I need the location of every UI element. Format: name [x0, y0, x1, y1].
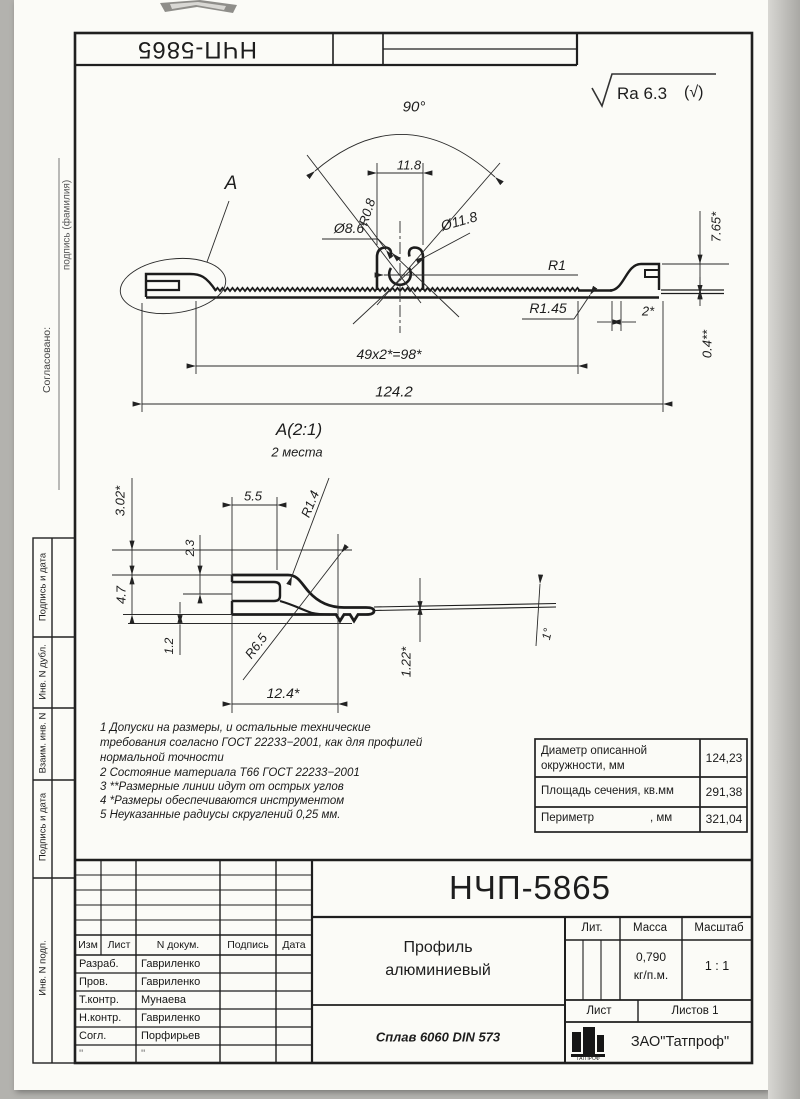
dim-7-65: 7.65*: [708, 211, 724, 243]
dim-5-5: 5.5: [243, 488, 263, 504]
sheet-frame: [75, 33, 752, 1063]
sign-row-role: Пров.: [79, 976, 109, 988]
dim-r0-8: R0.8: [355, 196, 379, 228]
sign-row-name: Порфирьев: [141, 1030, 201, 1042]
dim-1-2: 1.2: [162, 637, 176, 655]
lit-label: Лит.: [581, 922, 603, 934]
table-row-value: 291,38: [705, 785, 743, 799]
note-line: 3 **Размерные линии идут от острых углов: [100, 781, 344, 793]
detail-view-places: 2 места: [271, 444, 323, 460]
sign-row-role: Разраб.: [79, 958, 119, 970]
staple-artifact: [160, 0, 237, 13]
sign-row-name: Мунаева: [141, 994, 186, 1006]
dim-angle-90: 90°: [402, 98, 426, 116]
main-view-profile: [146, 248, 724, 298]
header-col-ndoc: N докум.: [156, 939, 200, 951]
header-col-podpis: Подпись: [227, 939, 269, 951]
note-line: 2 Состояние материала Т66 ГОСТ 22233−2001: [100, 767, 360, 779]
part-name-line2: алюминиевый: [385, 962, 491, 979]
dim-1deg: 1°: [538, 626, 556, 642]
company-name: ЗАО"Татпроф": [630, 1034, 730, 1050]
top-strip-doc-number: НЧП-5865: [137, 36, 257, 63]
detail-callout-label: A: [224, 173, 238, 194]
dim-r1-45: R1.45: [529, 300, 567, 316]
sign-row-role: '': [79, 1048, 84, 1060]
side-box-label: Инв. N дубл.: [37, 644, 49, 700]
dim-12-4: 12.4*: [266, 685, 300, 701]
dim-2: 2*: [641, 303, 655, 319]
part-name-line1: Профиль: [403, 939, 473, 956]
note-line: нормальной точности: [100, 752, 224, 764]
roughness-value: Ra 6.3: [617, 84, 668, 103]
dim-dia-11-8: Ø11.8: [438, 208, 480, 234]
table-row-value: 124,23: [705, 751, 743, 765]
header-col-list: Лист: [107, 939, 131, 951]
table-row-value: 321,04: [705, 812, 743, 826]
table-row-unit: , мм: [650, 812, 673, 824]
scale-label: Масштаб: [694, 922, 744, 934]
mass-unit: кг/п.м.: [633, 968, 669, 982]
dim-dia-8-6: Ø8.6: [333, 220, 365, 236]
scale-value: 1 : 1: [704, 959, 730, 973]
dim-0-4: 0.4**: [699, 329, 715, 359]
company-logo-text: ТАТПРОФ: [576, 1056, 600, 1062]
detail-view-profile: [232, 575, 556, 621]
table-row-label: Диаметр описанной окружности, мм: [541, 745, 648, 772]
side-box-label: Взаим. инв. N: [37, 712, 49, 774]
sign-row-name: Гавриленко: [141, 976, 201, 988]
dim-4-7: 4.7: [113, 585, 129, 605]
side-box-label: Инв. N подп.: [37, 940, 49, 996]
note-line: 5 Неуказанные радиусы скруглений 0,25 мм.: [100, 809, 341, 821]
dim-r1: R1: [548, 257, 566, 273]
dim-r6-5: R6.5: [241, 630, 271, 662]
margin-signature-hint: подпись (фамилия): [61, 179, 73, 271]
note-line: требования согласно ГОСТ 22233−2001, как для профилей: [100, 737, 423, 749]
table-row-label: Периметр: [541, 812, 595, 824]
dim-49x2-98: 49x2*=98*: [356, 346, 422, 362]
roughness-rest-symbol: (√): [684, 84, 704, 101]
sign-row-role: Т.контр.: [79, 994, 119, 1006]
detail-view-dimension-lines: [112, 478, 540, 713]
note-line: 1 Допуски на размеры, и остальные технические: [100, 722, 371, 734]
note-line: 4 *Размеры обеспечиваются инструментом: [100, 795, 345, 807]
detail-view-title: A(2:1): [275, 420, 323, 439]
dim-124-2: 124.2: [375, 383, 413, 401]
dim-r1-4: R1.4: [297, 488, 323, 520]
header-col-izm: Изм: [78, 939, 98, 951]
side-box-label: Подпись и дата: [37, 552, 49, 622]
mass-label: Масса: [632, 922, 668, 934]
dim-11-8: 11.8: [396, 157, 422, 173]
header-col-data: Дата: [282, 939, 306, 951]
sign-row-name: '': [141, 1048, 146, 1060]
sheet-label: Лист: [586, 1005, 612, 1017]
table-row-label: Площадь сечения, кв.мм: [541, 785, 674, 797]
company-logo-icon: [571, 1027, 605, 1057]
sign-row-name: Гавриленко: [141, 958, 201, 970]
mass-value: 0,790: [635, 950, 667, 964]
sheets-label: Листов 1: [671, 1005, 719, 1017]
material-spec: Сплав 6060 DIN 573: [375, 1029, 501, 1045]
dim-1-22: 1.22*: [398, 646, 414, 678]
margin-agreed-label: Согласовано:: [41, 326, 53, 394]
side-box-label: Подпись и дата: [37, 792, 49, 862]
title-doc-number: НЧП-5865: [449, 869, 611, 906]
sign-row-name: Гавриленко: [141, 1012, 201, 1024]
sign-row-role: Н.контр.: [79, 1012, 122, 1024]
dim-3-02: 3.02*: [112, 485, 128, 517]
dim-2-3: 2.3: [183, 539, 197, 557]
sign-row-role: Согл.: [79, 1030, 107, 1042]
